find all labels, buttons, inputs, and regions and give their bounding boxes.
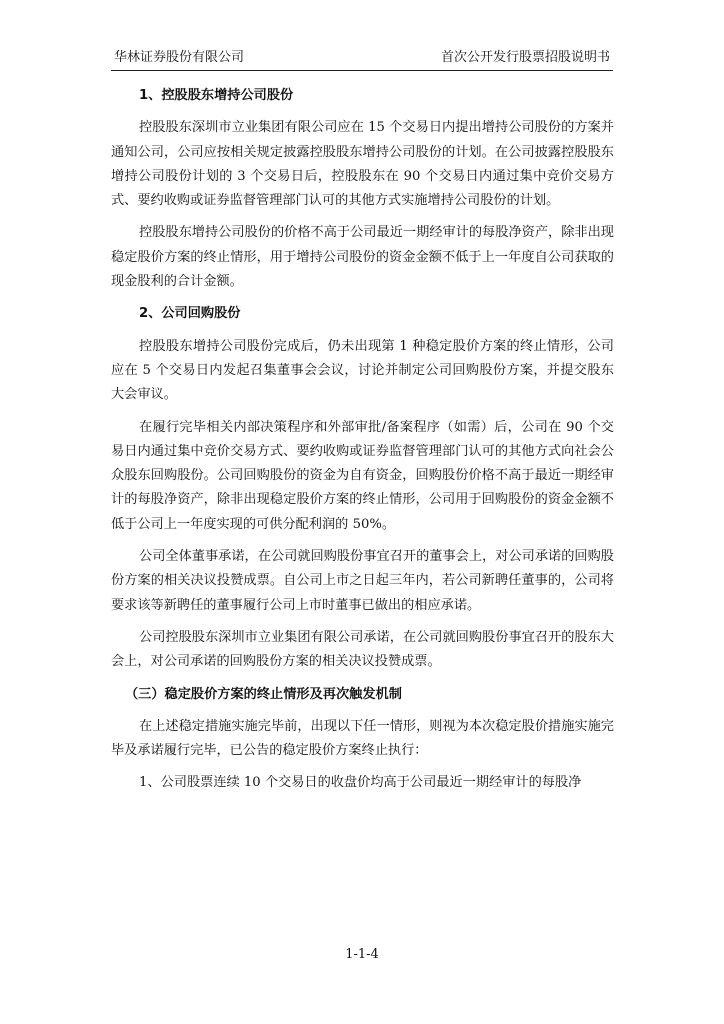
paragraph: 在履行完毕相关内部决策程序和外部审批/备案程序（如需）后，公司在 90 个交易日内通过集中竞价交易方式、要约收购或证券监督管理部门认可的其他方式向社会公众股东回购股份。公司回购股份的资金为自有资金，回购股份价格不高于最近一期经审计的每股净资产，除非出现稳定股价方案的终止情形，公司用于回购股份的资金金额不低于公司上一年度实现的可供分配利润的 50%。 bbox=[111, 419, 614, 532]
paragraph: 公司全体董事承诺，在公司就回购股份事宜召开的董事会上，对公司承诺的回购股份方案的相关决议投赞成票。自公司上市之日起三年内，若公司新聘任董事的，公司将要求该等新聘任的董事履行公司上市时董事已做出的相应承诺。 bbox=[111, 549, 614, 613]
paragraph: 公司控股股东深圳市立业集团有限公司承诺，在公司就回购股份事宜召开的股东大会上，对公司承诺的回购股份方案的相关决议投赞成票。 bbox=[111, 629, 614, 670]
document-body bbox=[111, 84, 614, 804]
page-header bbox=[111, 48, 613, 71]
header-company-name: 华林证券股份有限公司 bbox=[114, 50, 245, 65]
paragraph: 控股股东深圳市立业集团有限公司应在 15 个交易日内提出增持公司股份的方案并通知公司，公司应按相关规定披露控股股东增持公司股份的计划。在公司披露控股股东增持公司股份计划的 3 个交易日后，控股股东在 90 个交易日内通过集中竞价交易方式、要约收购或证券监督管理部门认可的其他方式实施增持公司股份的计划。 bbox=[111, 120, 614, 209]
section-heading-termination: （三）稳定股价方案的终止情形及再次触发机制 bbox=[125, 686, 402, 702]
paragraph: 控股股东增持公司股份完成后，仍未出现第 1 种稳定股价方案的终止情形，公司应在 5 个交易日内发起召集董事会会议，讨论并制定公司回购股份方案，并提交股东大会审议。 bbox=[111, 338, 614, 403]
header-document-title: 首次公开发行股票招股说明书 bbox=[440, 50, 610, 65]
paragraph: 1、公司股票连续 10 个交易日的收盘价均高于公司最近一期经审计的每股净 bbox=[139, 775, 582, 791]
page-number: 1-1-4 bbox=[345, 947, 379, 962]
section-heading-company-buyback: 2、公司回购股份 bbox=[139, 306, 241, 322]
paragraph: 控股股东增持公司股份的价格不高于公司最近一期经审计的每股净资产，除非出现稳定股价方案的终止情形，用于增持公司股份的资金金额不低于上一年度自公司获取的现金股利的合计金额。 bbox=[111, 225, 614, 290]
paragraph: 在上述稳定措施实施完毕前，出现以下任一情形，则视为本次稳定股价措施实施完毕及承诺履行完毕，已公告的稳定股价方案终止执行： bbox=[111, 718, 614, 759]
section-heading-shareholder-increase: 1、控股股东增持公司股份 bbox=[139, 88, 294, 103]
